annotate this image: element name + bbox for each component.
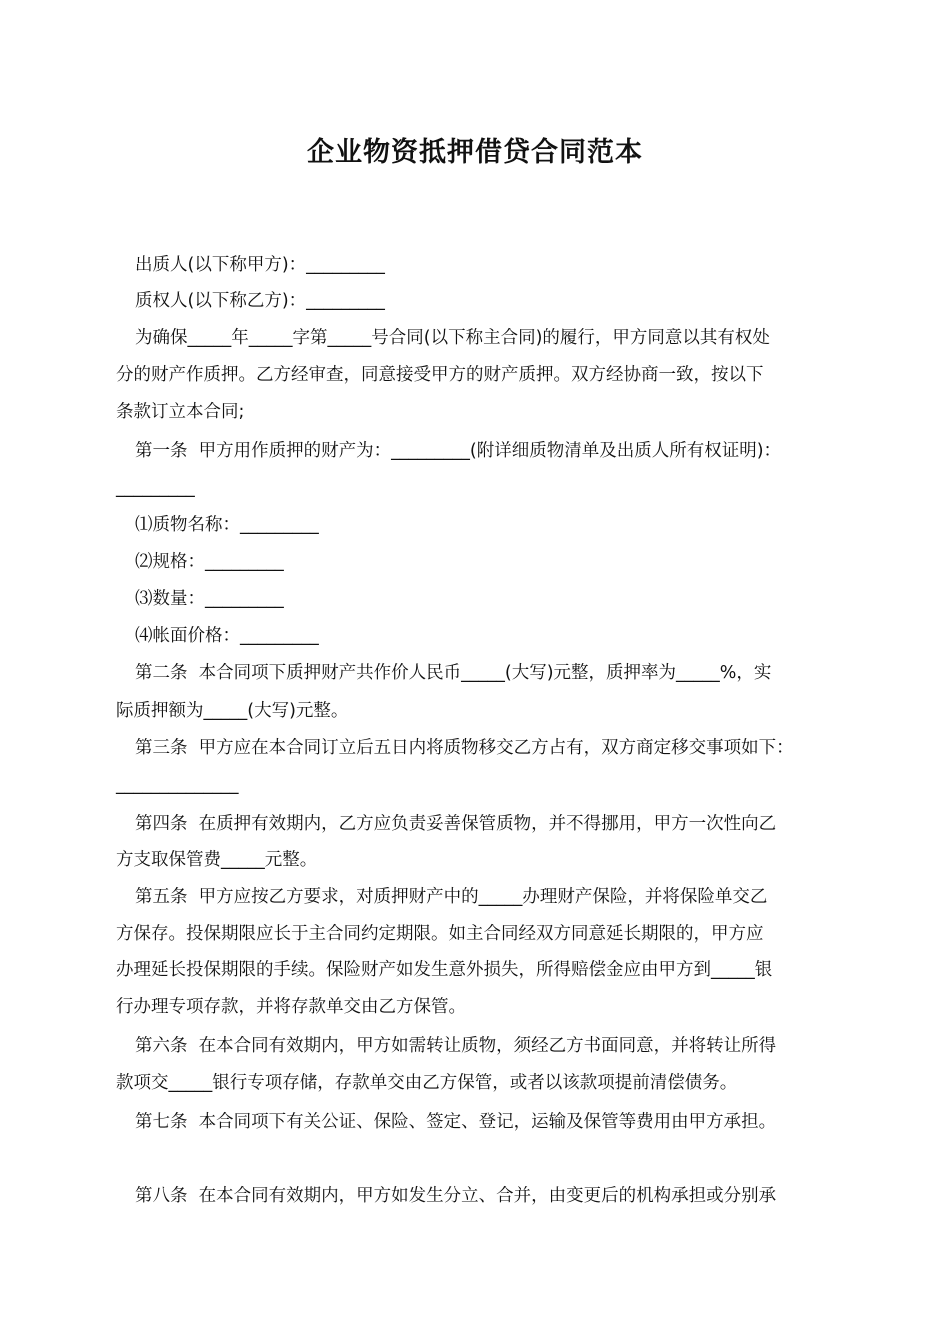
text-line: 第二条 本合同项下质押财产共作价人民币_____(大写)元整，质押率为_____%，实 [135, 663, 772, 683]
text-line: 行办理专项存款，并将存款单交由乙方保管。 [116, 997, 466, 1017]
text-line: 第五条 甲方应按乙方要求，对质押财产中的_____办理财产保险，并将保险单交乙 [135, 887, 768, 907]
text-line: 第六条 在本合同有效期内，甲方如需转让质物，须经乙方书面同意，并将转让所得 [135, 1036, 777, 1056]
text-line: 款项交_____银行专项存储，存款单交由乙方保管，或者以该款项提前清偿债务。 [116, 1073, 738, 1093]
text-line: 质权人(以下称乙方)：_________ [135, 291, 385, 311]
text-line: ⑴质物名称：_________ [135, 515, 319, 535]
text-line: 第七条 本合同项下有关公证、保险、签定、登记，运输及保管等费用由甲方承担。 [135, 1112, 777, 1132]
text-line: 出质人(以下称甲方)：_________ [135, 255, 385, 275]
document-title: 企业物资抵押借贷合同范本 [307, 137, 643, 168]
text-line: 分的财产作质押。乙方经审查，同意接受甲方的财产质押。双方经协商一致，按以下 [116, 365, 764, 385]
text-line: 际质押额为_____(大写)元整。 [116, 701, 349, 721]
text-line: 方保存。投保期限应长于主合同约定期限。如主合同经双方同意延长期限的，甲方应 [116, 924, 764, 944]
text-line: 为确保_____年_____字第_____号合同(以下称主合同)的履行，甲方同意以其有权处 [135, 328, 770, 348]
text-line: ⑵规格：_________ [135, 552, 284, 572]
text-line: 第八条 在本合同有效期内，甲方如发生分立、合并，由变更后的机构承担或分别承 [135, 1186, 777, 1206]
text-line: 第一条 甲方用作质押的财产为：_________(附详细质物清单及出质人所有权证明)： [135, 441, 782, 461]
text-line: _________ [116, 478, 195, 498]
text-line: 方支取保管费_____元整。 [116, 850, 318, 870]
text-line: 第三条 甲方应在本合同订立后五日内将质物移交乙方占有，双方商定移交事项如下： [135, 738, 794, 758]
text-line: ⑷帐面价格：_________ [135, 626, 319, 646]
text-line: 办理延长投保期限的手续。保险财产如发生意外损失，所得赔偿金应由甲方到_____银 [116, 960, 773, 980]
text-line: ⑶数量：_________ [135, 589, 284, 609]
text-line: ______________ [116, 775, 239, 795]
text-line: 条款订立本合同; [116, 402, 245, 422]
text-line: 第四条 在质押有效期内，乙方应负责妥善保管质物，并不得挪用，甲方一次性向乙 [135, 814, 777, 834]
